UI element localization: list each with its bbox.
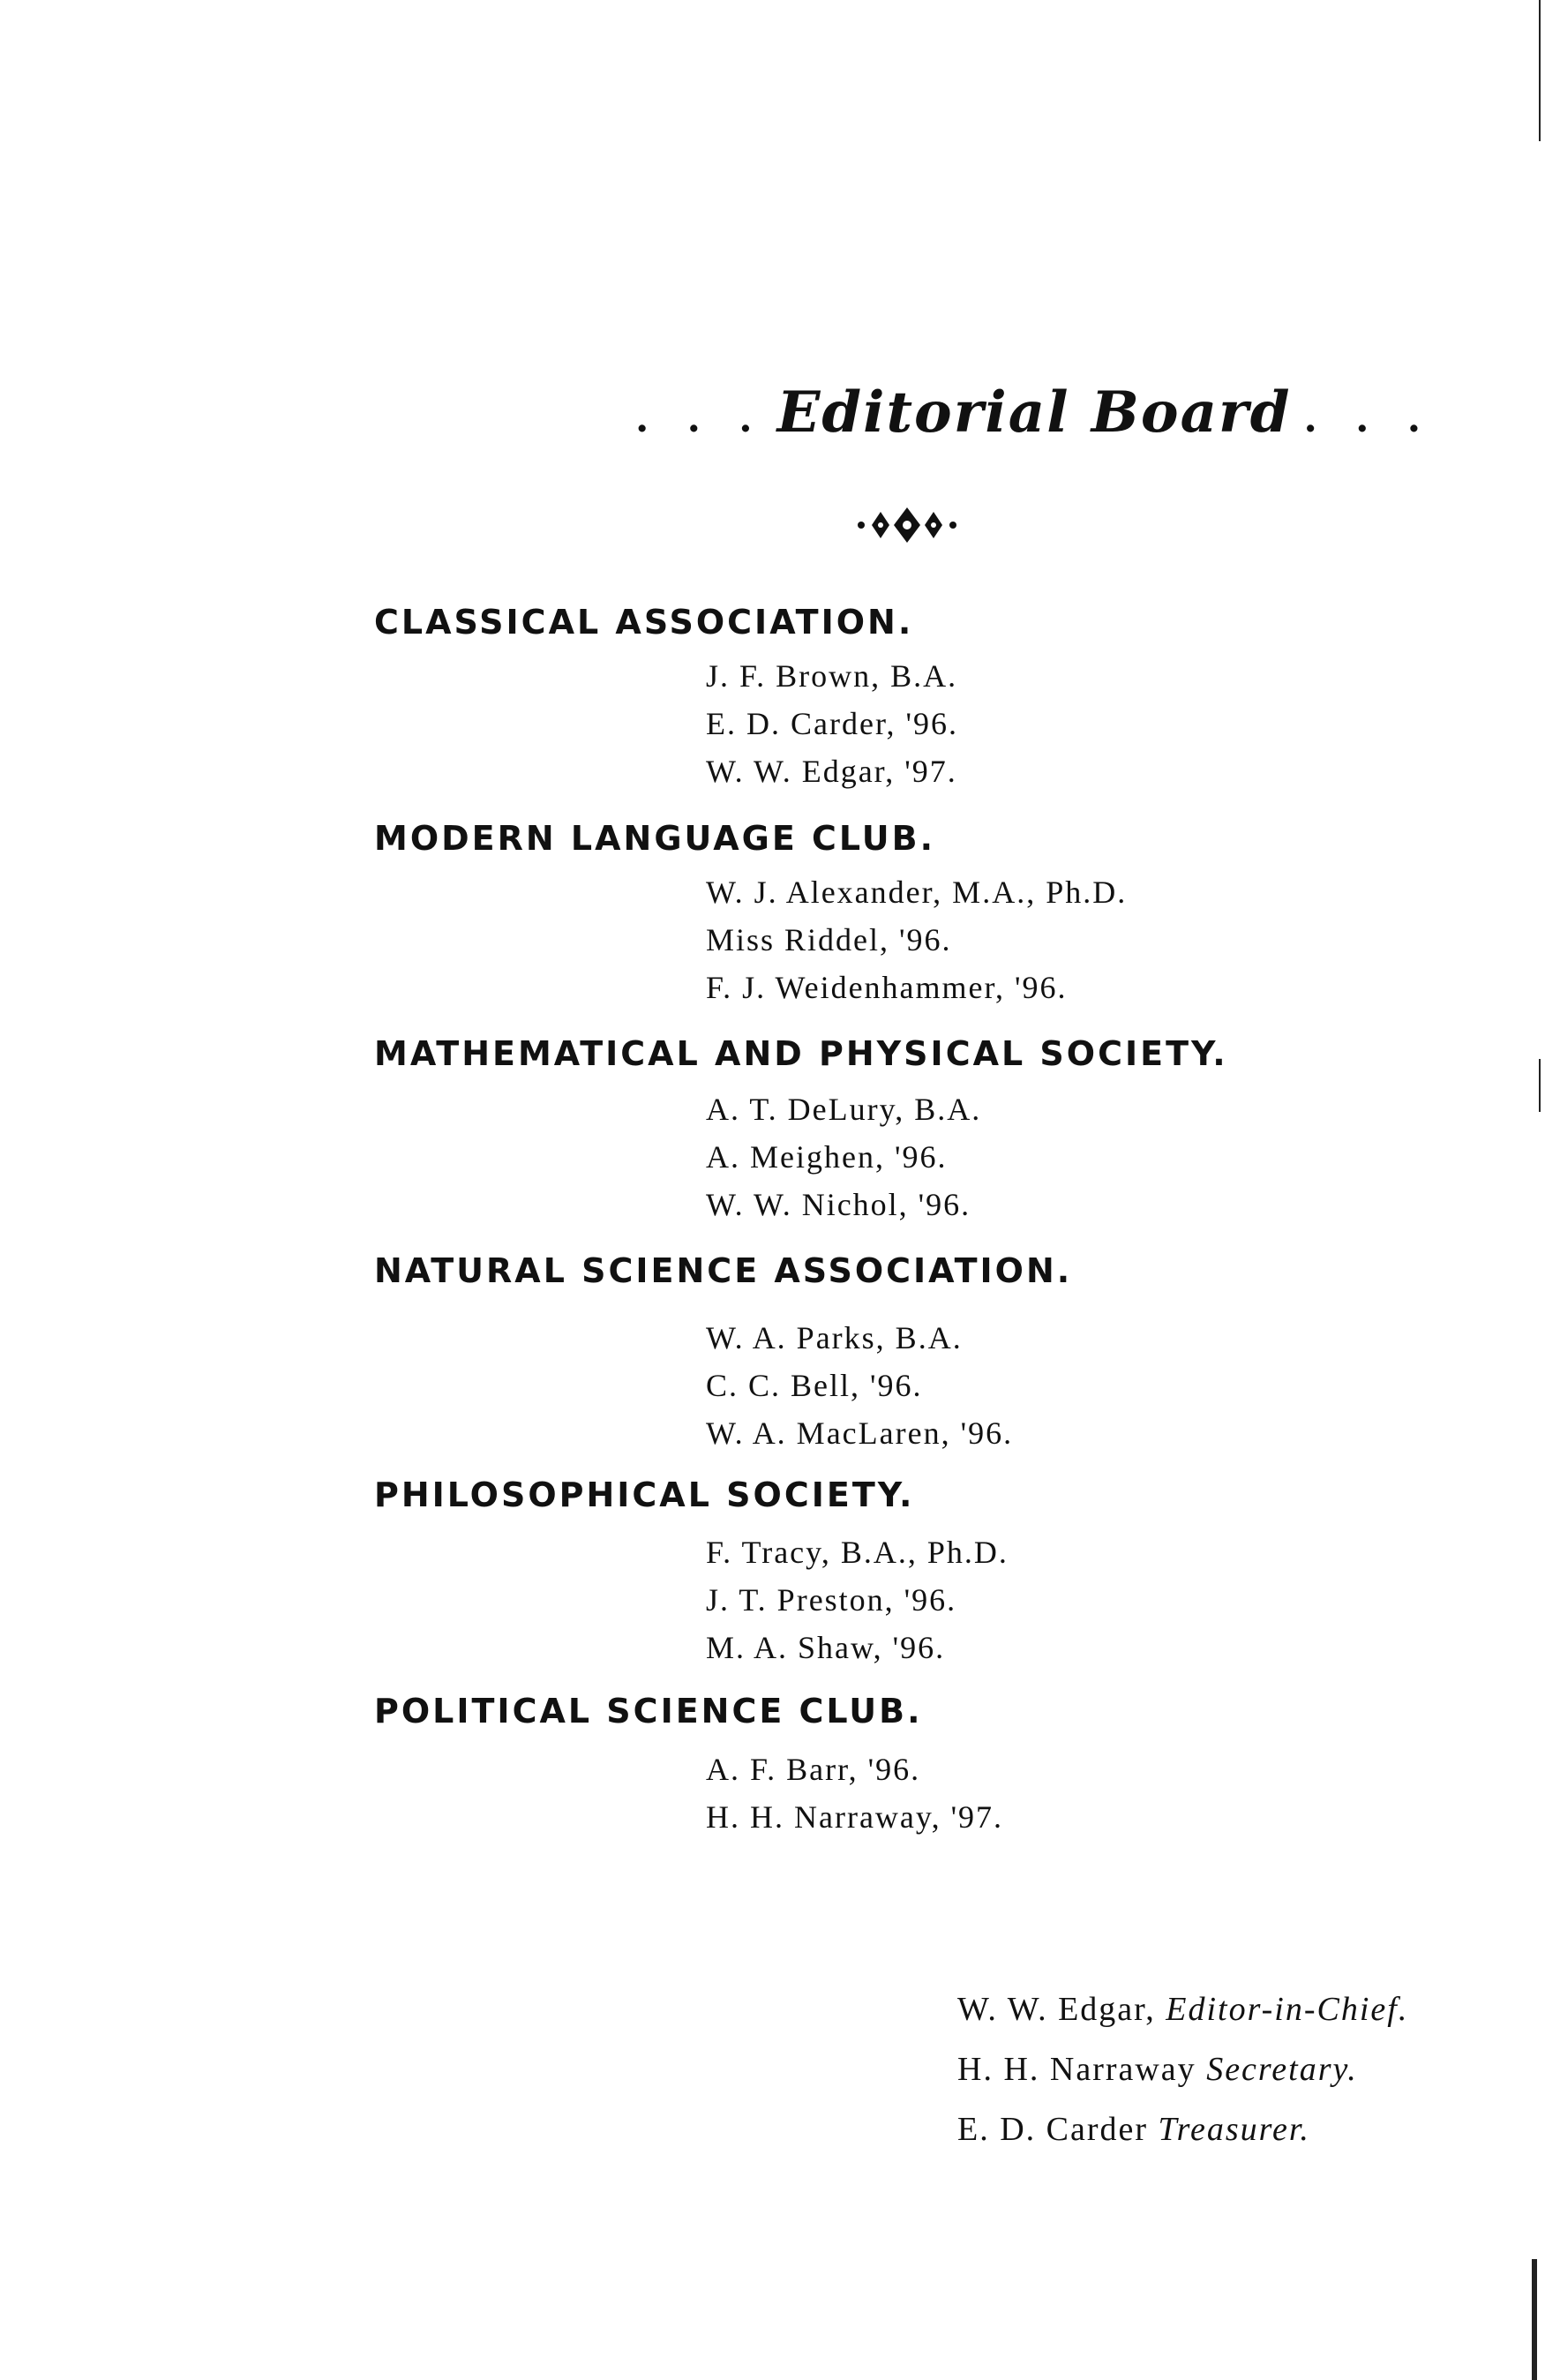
scan-edge-mark: [1532, 2259, 1537, 2380]
section-heading-philosophical: PHILOSOPHICAL SOCIETY.: [374, 1475, 915, 1514]
officer-line: [957, 2050, 1358, 2089]
officer-role: Treasurer.: [1158, 2111, 1310, 2148]
section-heading-modern-language: MODERN LANGUAGE CLUB.: [374, 819, 936, 858]
member-line: A. F. Barr, '96.: [706, 1752, 921, 1787]
scan-edge-mark: [1539, 0, 1541, 141]
member-line: W. W. Edgar, '97.: [706, 754, 957, 789]
officer-name: H. H. Narraway: [957, 2051, 1196, 2088]
member-line: W. A. MacLaren, '96.: [706, 1415, 1014, 1451]
officer-line: [957, 1990, 1408, 2029]
officer-role: Secretary.: [1206, 2051, 1358, 2088]
officer-name: E. D. Carder: [957, 2111, 1149, 2148]
title-dots-left: . . .: [635, 396, 765, 441]
member-line: J. F. Brown, B.A.: [706, 658, 958, 694]
section-heading-natural-science: NATURAL SCIENCE ASSOCIATION.: [374, 1251, 1073, 1290]
title-dots-right: . . .: [1303, 396, 1434, 441]
member-line: W. W. Nichol, '96.: [706, 1187, 971, 1222]
member-line: F. Tracy, B.A., Ph.D.: [706, 1535, 1009, 1570]
section-heading-classical: CLASSICAL ASSOCIATION.: [374, 603, 914, 642]
member-line: A. Meighen, '96.: [706, 1139, 948, 1175]
member-line: M. A. Shaw, '96.: [706, 1630, 946, 1665]
member-line: H. H. Narraway, '97.: [706, 1799, 1004, 1835]
officer-role: Editor-in-Chief.: [1166, 1991, 1409, 2028]
member-line: Miss Riddel, '96.: [706, 922, 952, 957]
member-line: A. T. DeLury, B.A.: [706, 1092, 982, 1127]
member-line: C. C. Bell, '96.: [706, 1368, 923, 1403]
title-text: Editorial Board: [776, 379, 1292, 446]
fleuron-ornament-icon: [854, 503, 960, 547]
member-line: J. T. Preston, '96.: [706, 1582, 957, 1618]
member-line: F. J. Weidenhammer, '96.: [706, 970, 1068, 1005]
member-line: E. D. Carder, '96.: [706, 706, 958, 741]
member-line: W. J. Alexander, M.A., Ph.D.: [706, 875, 1128, 910]
section-heading-political-science: POLITICAL SCIENCE CLUB.: [374, 1692, 923, 1731]
section-heading-mathematical: MATHEMATICAL AND PHYSICAL SOCIETY.: [374, 1034, 1228, 1073]
page-title: [635, 379, 1434, 446]
officer-name: W. W. Edgar,: [957, 1991, 1156, 2028]
member-line: W. A. Parks, B.A.: [706, 1320, 963, 1355]
scan-edge-mark: [1539, 1059, 1541, 1112]
officer-line: [957, 2110, 1310, 2149]
